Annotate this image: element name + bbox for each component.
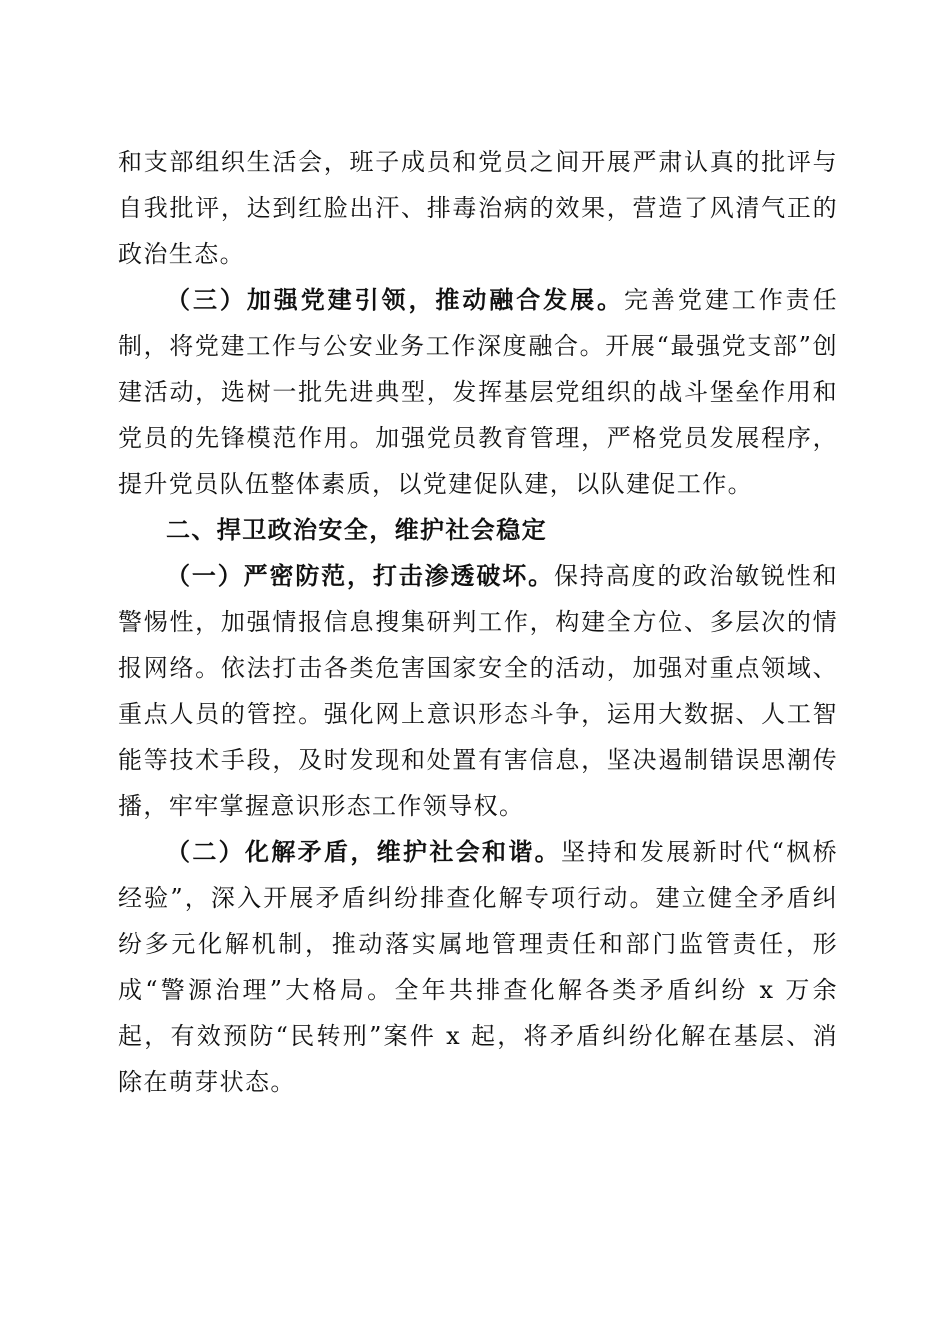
paragraph-text: 完善党建工作责任制，将党建工作与公安业务工作深度融合。开展“最强党支部”创建活动，选树一批先进典型，发挥基层党组织的战斗堡垒作用和党员的先锋模范作用。加强党员教育管理，严格党员发展程序，提升党员队伍整体素质，以党建促队建，以队建促工作。 (118, 286, 838, 498)
document-body (118, 139, 838, 1105)
paragraph-text: 保持高度的政治敏锐性和警惕性，加强情报信息搜集研判工作，构建全方位、多层次的情报网络。依法打击各类危害国家安全的活动，加强对重点领域、重点人员的管控。强化网上意识形态斗争，运用大数据、人工智能等技术手段，及时发现和处置有害信息，坚决遏制错误思潮传播，牢牢掌握意识形态工作领导权。 (118, 562, 839, 820)
paragraph-text: 和支部组织生活会，班子成员和党员之间开展严肃认真的批评与自我批评，达到红脸出汗、排毒治病的效果，营造了风清气正的政治生态。 (118, 148, 838, 268)
paragraph-party-building (118, 277, 838, 507)
section-heading: 二、捍卫政治安全，维护社会稳定 (166, 516, 547, 544)
paragraph-conflict-resolution (118, 829, 838, 1105)
paragraph-lead: （三）加强党建引领，推动融合发展。 (166, 286, 624, 314)
paragraph-prevention (118, 553, 838, 829)
paragraph-text: 坚持和发展新时代“枫桥经验”，深入开展矛盾纠纷排查化解专项行动。建立健全矛盾纠纷多元化解机制，推动落实属地管理责任和部门监管责任，形成“警源治理”大格局。全年共排查化解各类矛盾纠纷 x 万余起，有效预防“民转刑”案件 x 起，将矛盾纠纷化解在基层、消除在萌芽状态。 (118, 838, 838, 1096)
paragraph-lead: （一）严密防范，打击渗透破坏。 (166, 562, 554, 590)
paragraph-lead: （二）化解矛盾，维护社会和谐。 (166, 838, 561, 866)
paragraph-continuation (118, 139, 838, 277)
